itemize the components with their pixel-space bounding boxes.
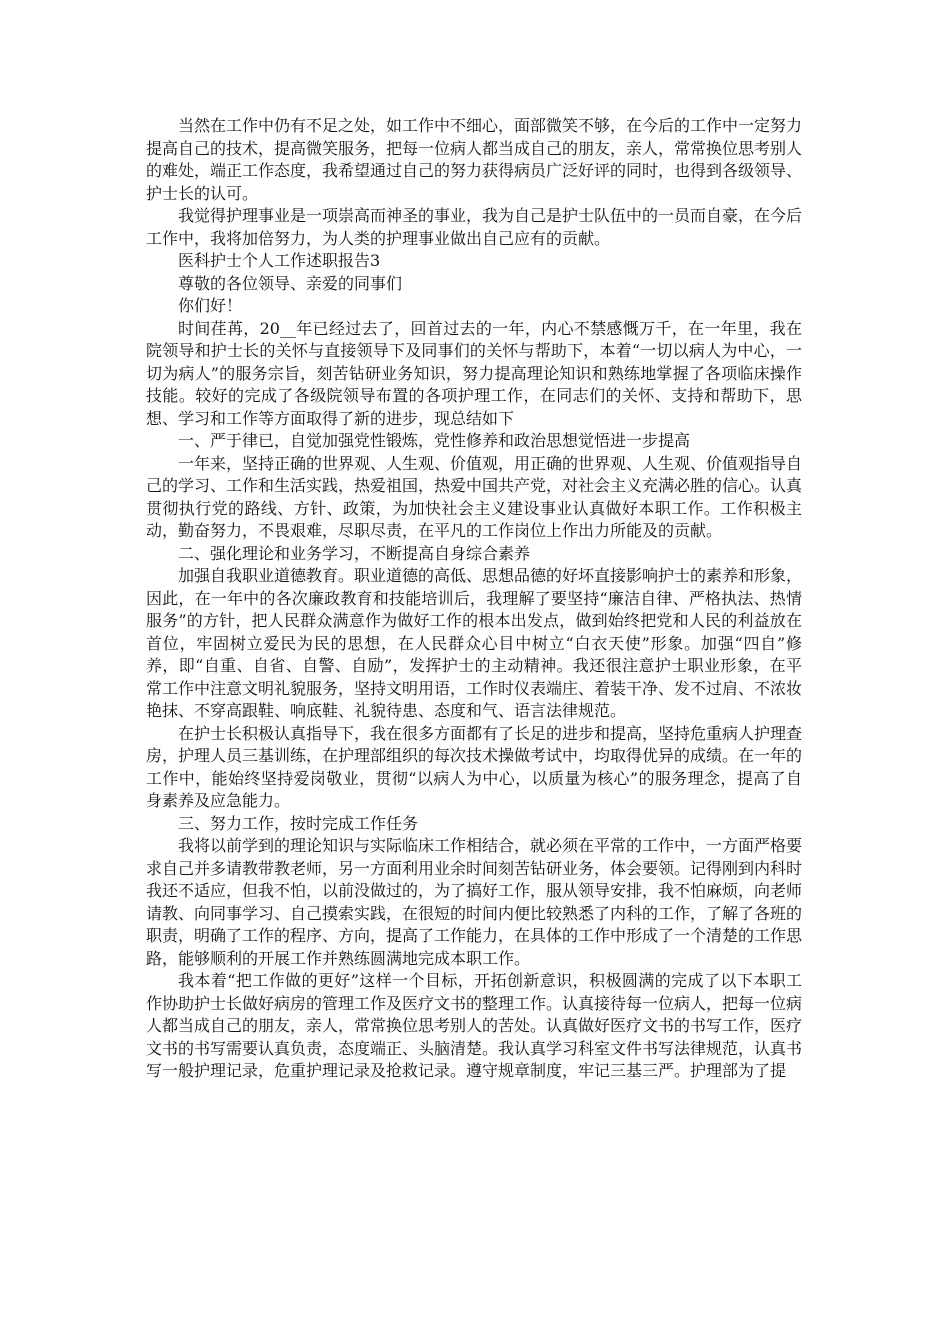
paragraph: 当然在工作中仍有不足之处，如工作中不细心，面部微笑不够，在今后的工作中一定努力提高自己的技术，提高微笑服务，把每一位病人都当成自己的朋友，亲人，常常换位思考别人的难处，端正工作态度，我希望通过自己的努力获得病员广泛好评的同时，也得到各级领导、护士长的认可。 xyxy=(146,116,803,203)
paragraph: 我本着“把工作做的更好”这样一个目标，开拓创新意识，积极圆满的完成了以下本职工作协助护士长做好病房的管理工作及医疗文书的整理工作。认真接待每一位病人，把每一位病人都当成自己的朋友，亲人，常常换位思考别人的苦处。认真做好医疗文书的书写工作，医疗文书的书写需要认真负责，态度端正、头脑清楚。我认真学习科室文件书写法律规范，认真书写一般护理记录，危重护理记录及抢救记录。遵守规章制度，牢记三基三严。护理部为了提 xyxy=(146,971,803,1080)
section-heading-3: 三、努力工作，按时完成工作任务 xyxy=(178,813,419,833)
paragraph: 我觉得护理事业是一项崇高而神圣的事业，我为自己是护士队伍中的一员而自豪，在今后工作中，我将加倍努力，为人类的护理事业做出自己应有的贡献。 xyxy=(146,206,803,248)
paragraph: 在护士长积极认真指导下，我在很多方面都有了长足的进步和提高，坚持危重病人护理查房，护理人员三基训练，在护理部组织的每次技术操做考试中，均取得优异的成绩。在一年的工作中，能始终坚持爱岗敬业，贯彻“以病人为中心，以质量为核心”的服务理念，提高了自身素养及应急能力。 xyxy=(146,723,803,810)
section-heading-2: 二、强化理论和业务学习，不断提高自身综合素养 xyxy=(178,543,531,563)
document-body xyxy=(146,115,802,1083)
paragraph: 加强自我职业道德教育。职业道德的高低、思想品德的好坏直接影响护士的素养和形象，因此，在一年中的各次廉政教育和技能培训后，我理解了要坚持“廉洁自律、严格执法、热情服务”的方针，把人民群众满意作为做好工作的根本出发点，做到始终把党和人民的利益放在首位，牢固树立爱民为民的思想，在人民群众心目中树立“白衣天使”形象。加强“四自”修养，即“自重、自省、自警、自励”，发挥护士的主动精神。我还很注意护士职业形象，在平常工作中注意文明礼貌服务，坚持文明用语，工作时仪表端庄、着装干净、发不过肩、不浓妆艳抹、不穿高跟鞋、响底鞋、礼貌待患、态度和气、语言法律规范。 xyxy=(146,566,803,720)
paragraph: 时间荏苒，20__年已经过去了，回首过去的一年，内心不禁感慨万千，在一年里，我在院领导和护士长的关怀与直接领导下及同事们的关怀与帮助下，本着“一切以病人为中心，一切为病人”的服务宗旨，刻苦钻研业务知识，努力提高理论知识和熟练地掌握了各项临床操作技能。较好的完成了各级院领导布置的各项护理工作，在同志们的关怀、支持和帮助下，思想、学习和工作等方面取得了新的进步，现总结如下 xyxy=(146,318,802,428)
paragraph: 我将以前学到的理论知识与实际临床工作相结合，就必须在平常的工作中，一方面严格要求自己并多请教带教老师，另一方面利用业余时间刻苦钻研业务，体会要领。记得刚到内科时我还不适应，但我不怕，以前没做过的，为了搞好工作，服从领导安排，我不怕麻烦，向老师请教、向同事学习、自己摸索实践，在很短的时间内便比较熟悉了内科的工作，了解了各班的职责，明确了工作的程序、方向，提高了工作能力，在具体的工作中形成了一个清楚的工作思路，能够顺利的开展工作并熟练圆满地完成本职工作。 xyxy=(146,836,803,968)
report-title: 医科护士个人工作述职报告3 xyxy=(178,251,381,270)
greeting: 你们好！ xyxy=(178,296,243,315)
salutation: 尊敬的各位领导、亲爱的同事们 xyxy=(178,273,403,293)
section-heading-1: 一、严于律已，自觉加强党性锻炼，党性修养和政治思想觉悟进一步提高 xyxy=(178,431,691,450)
paragraph: 一年来，坚持正确的世界观、人生观、价值观，用正确的世界观、人生观、价值观指导自己的学习、工作和生活实践，热爱祖国，热爱中国共产党，对社会主义充满必胜的信心。认真贯彻执行党的路线、方针、政策，为加快社会主义建设事业认真做好本职工作。工作积极主动，勤奋努力，不畏艰难，尽职尽责，在平凡的工作岗位上作出力所能及的贡献。 xyxy=(146,453,803,540)
